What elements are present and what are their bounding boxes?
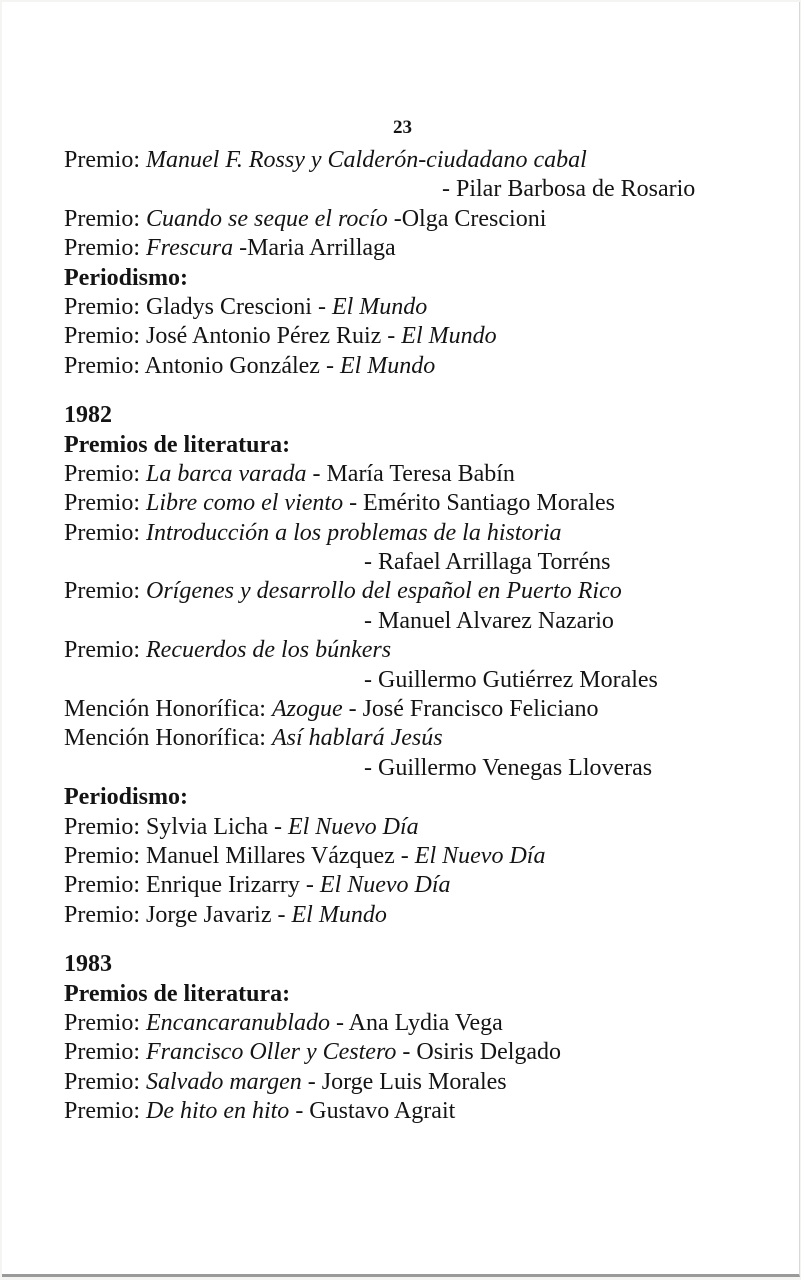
page-number: 23 bbox=[393, 117, 412, 138]
award-author: - Guillermo Gutiérrez Morales bbox=[364, 666, 658, 693]
work-title: De hito en hito bbox=[146, 1098, 290, 1125]
honorable-mention-entry: Mención Honorífica: Azogue - José Francisco Feliciano bbox=[64, 696, 599, 723]
work-title: Cuando se seque el rocío bbox=[146, 205, 388, 232]
award-entry: Premio: De hito en hito - Gustavo Agrait bbox=[64, 1098, 456, 1125]
work-title: Azogue bbox=[271, 696, 343, 723]
award-entry: Premio: Libre como el viento - Emérito Santiago Morales bbox=[64, 490, 615, 517]
work-title: Orígenes y desarrollo del español en Puerto Rico bbox=[146, 578, 622, 605]
journalism-entry: Premio: Antonio González - El Mundo bbox=[64, 352, 436, 379]
year-heading-1982: 1982 bbox=[64, 402, 112, 429]
journalism-entry: Premio: Sylvia Licha - El Nuevo Día bbox=[64, 813, 419, 840]
work-title: La barca varada bbox=[146, 460, 307, 487]
section-spacer bbox=[64, 381, 764, 401]
journalism-entry: Premio: Manuel Millares Vázquez - El Nuevo Día bbox=[64, 842, 546, 869]
publication-name: El Mundo bbox=[401, 323, 497, 350]
award-entry: Premio: Cuando se seque el rocío -Olga Crescioni bbox=[64, 205, 547, 232]
journalism-entry: Premio: José Antonio Pérez Ruiz - El Mundo bbox=[64, 323, 497, 350]
award-author: - Rafael Arrillaga Torréns bbox=[364, 549, 611, 576]
work-title: Introducción a los problemas de la historia bbox=[146, 519, 562, 546]
publication-name: El Nuevo Día bbox=[319, 872, 451, 899]
year-heading-1983: 1983 bbox=[64, 951, 112, 978]
page-content bbox=[64, 146, 764, 1127]
award-entry: Premio: La barca varada - María Teresa Babín bbox=[64, 460, 515, 487]
book-page bbox=[2, 2, 800, 1277]
award-entry: Premio: Manuel F. Rossy y Calderón-ciudadano cabal bbox=[64, 147, 587, 173]
award-entry: Premio: Orígenes y desarrollo del español en Puerto Rico bbox=[64, 578, 622, 605]
journalism-entry: Premio: Jorge Javariz - El Mundo bbox=[64, 901, 387, 928]
section-heading-periodismo: Periodismo: bbox=[64, 784, 188, 811]
section-heading-periodismo: Periodismo: bbox=[64, 264, 188, 291]
work-title: Recuerdos de los búnkers bbox=[146, 637, 392, 664]
section-heading-literatura: Premios de literatura: bbox=[64, 431, 291, 458]
award-author: - Guillermo Venegas Lloveras bbox=[364, 754, 653, 781]
journalism-entry: Premio: Enrique Irizarry - El Nuevo Día bbox=[64, 872, 451, 899]
publication-name: El Nuevo Día bbox=[287, 813, 419, 840]
work-title: Encancaranublado bbox=[146, 1009, 330, 1036]
award-author: - Manuel Alvarez Nazario bbox=[364, 607, 614, 634]
award-author: - Pilar Barbosa de Rosario bbox=[442, 176, 696, 203]
publication-name: El Nuevo Día bbox=[414, 842, 546, 869]
section-spacer bbox=[64, 930, 764, 950]
work-title: Manuel F. Rossy y Calderón-ciudadano cabal bbox=[146, 147, 587, 173]
work-title: Frescura bbox=[146, 235, 234, 262]
work-title: Así hablará Jesús bbox=[271, 725, 443, 752]
award-entry: Premio: Introducción a los problemas de la historia bbox=[64, 519, 562, 546]
award-entry: Premio: Frescura -Maria Arrillaga bbox=[64, 235, 396, 262]
award-entry: Premio: Recuerdos de los búnkers bbox=[64, 637, 392, 664]
publication-name: El Mundo bbox=[331, 293, 428, 320]
honorable-mention-entry: Mención Honorífica: Así hablará Jesús bbox=[64, 725, 443, 752]
section-heading-literatura: Premios de literatura: bbox=[64, 980, 291, 1007]
journalism-entry: Premio: Gladys Crescioni - El Mundo bbox=[64, 293, 428, 320]
award-entry: Premio: Francisco Oller y Cestero - Osiris Delgado bbox=[64, 1039, 562, 1066]
publication-name: El Mundo bbox=[291, 901, 387, 928]
award-entry: Premio: Encancaranublado - Ana Lydia Vega bbox=[64, 1009, 503, 1036]
work-title: Francisco Oller y Cestero bbox=[146, 1039, 397, 1066]
work-title: Libre como el viento bbox=[146, 490, 344, 517]
publication-name: El Mundo bbox=[339, 352, 436, 379]
award-entry: Premio: Salvado margen - Jorge Luis Morales bbox=[64, 1068, 507, 1095]
work-title: Salvado margen bbox=[146, 1068, 302, 1095]
